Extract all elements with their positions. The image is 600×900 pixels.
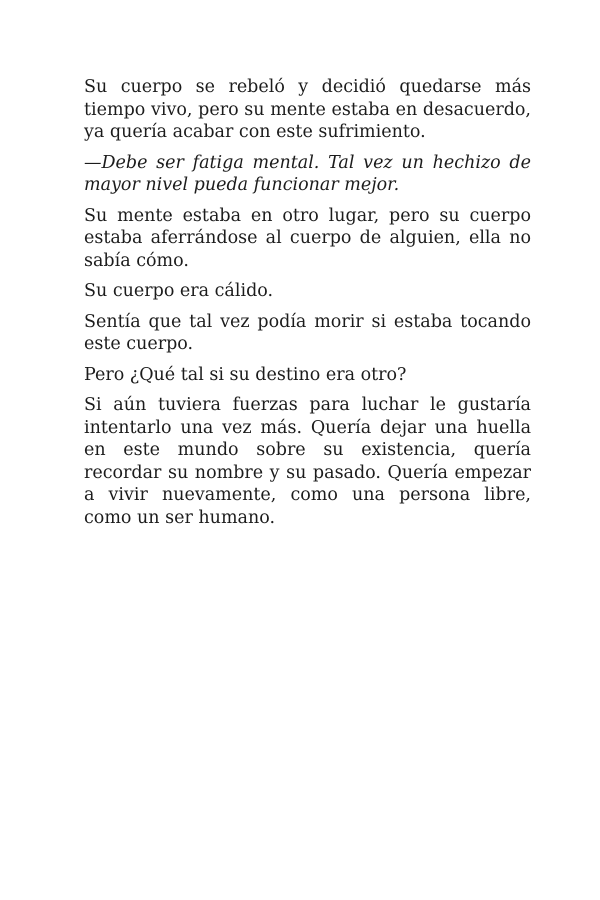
paragraph-6: Pero ¿Qué tal si su destino era otro?: [84, 364, 407, 385]
paragraph-7: Si aún tuviera fuerzas para luchar le gustaría intentarlo una vez más. Quería dejar una huella en este mundo sobre su existencia, quería recordar su nombre y su pasado. Quería empezar a vivir nuevamente, como una persona libre, como un ser humano.: [84, 395, 531, 528]
paragraph-1: Su cuerpo se rebeló y decidió quedarse más tiempo vivo, pero su mente estaba en desacuerdo, ya quería acabar con este sufrimiento.: [84, 77, 531, 142]
paragraph-5: Sentía que tal vez podía morir si estaba tocando este cuerpo.: [84, 311, 531, 354]
document-page: [84, 76, 531, 537]
paragraph-2-dialogue: —Debe ser fatiga mental. Tal vez un hechizo de mayor nivel pueda funcionar mejor.: [84, 152, 531, 195]
paragraph-3: Su mente estaba en otro lugar, pero su cuerpo estaba aferrándose al cuerpo de alguien, ella no sabía cómo.: [84, 205, 531, 271]
paragraph-4: Su cuerpo era cálido.: [84, 281, 274, 301]
